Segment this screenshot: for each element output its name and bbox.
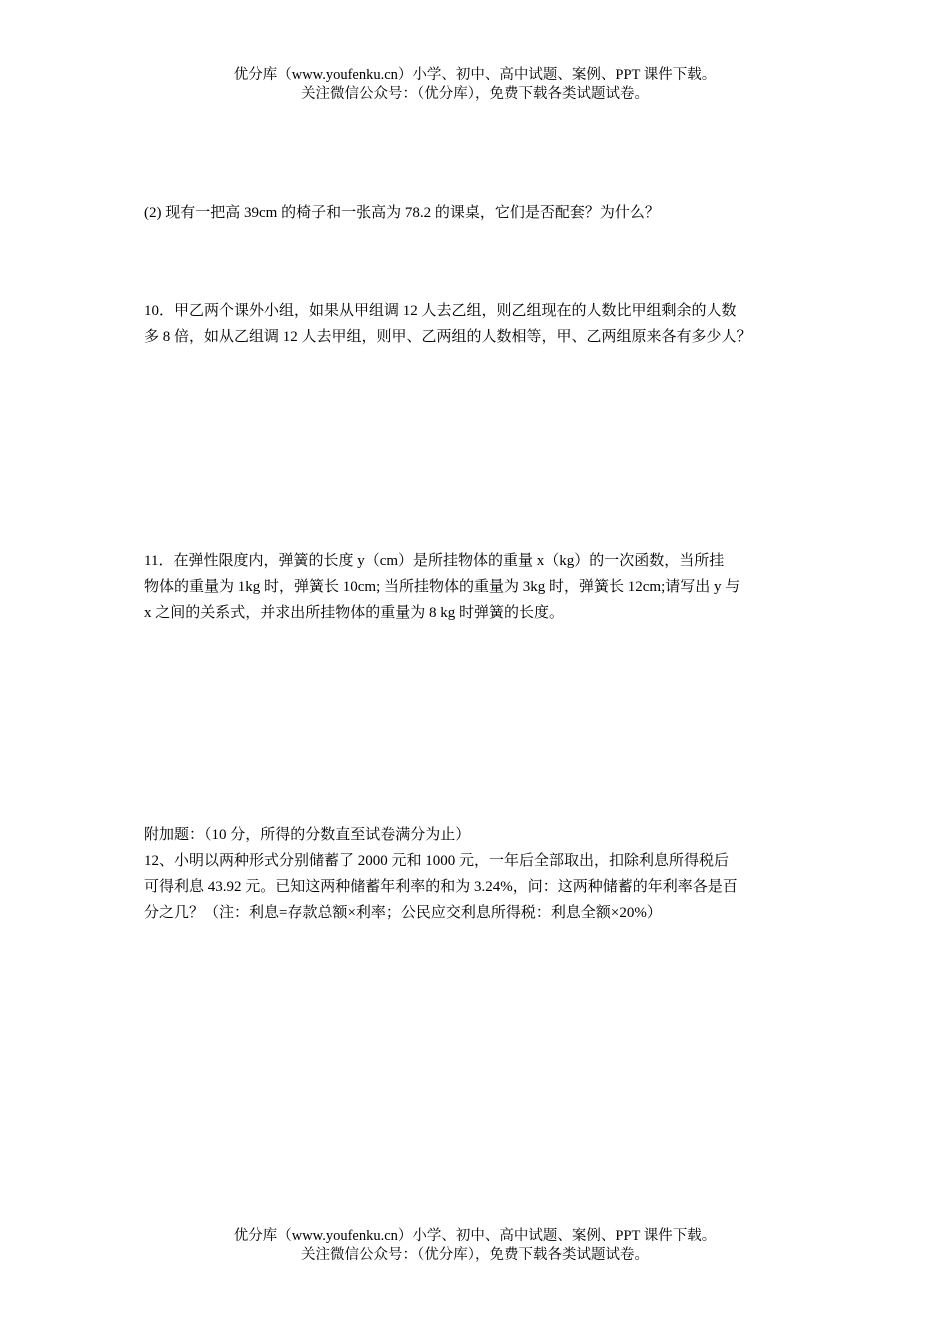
page-footer xyxy=(0,1227,950,1265)
header-line-1: 优分库（www.youfenku.cn）小学、初中、高中试题、案例、PPT 课件下载。 xyxy=(233,67,717,83)
question-text-line: 11．在弹性限度内，弹簧的长度 y（cm）是所挂物体的重量 x（kg）的一次函数，当所挂 xyxy=(144,553,725,569)
question-11 xyxy=(144,548,812,626)
question-text-line: x 之间的关系式，并求出所挂物体的重量为 8 kg 时弹簧的长度。 xyxy=(144,605,565,621)
question-text-line: (2) 现有一把高 39cm 的椅子和一张高为 78.2 的课桌，它们是否配套？为什么？ xyxy=(144,205,660,221)
question-text-line: 分之几？（注：利息=存款总额×利率；公民应交利息所得税：利息全额×20%） xyxy=(144,905,662,921)
question-text-line: 可得利息 43.92 元。已知这两种储蓄年利率的和为 3.24%，问：这两种储蓄的年利率各是百 xyxy=(144,879,738,895)
header-line-2: 关注微信公众号：（优分库），免费下载各类试题试卷。 xyxy=(301,86,649,102)
question-text-line: 多 8 倍，如从乙组调 12 人去甲组，则甲、乙两组的人数相等，甲、乙两组原来各有多少人？ xyxy=(144,329,752,345)
footer-line-1: 优分库（www.youfenku.cn）小学、初中、高中试题、案例、PPT 课件下载。 xyxy=(233,1228,717,1244)
question-text-line: 10．甲乙两个课外小组，如果从甲组调 12 人去乙组，则乙组现在的人数比甲组剩余的人数 xyxy=(144,303,737,319)
footer-line-2: 关注微信公众号：（优分库），免费下载各类试题试卷。 xyxy=(301,1247,649,1263)
question-text-line: 12、小明以两种形式分别储蓄了 2000 元和 1000 元，一年后全部取出，扣除利息所得税后 xyxy=(144,853,730,869)
bonus-title: 附加题：（10 分，所得的分数直至试卷满分为止） xyxy=(144,827,471,843)
question-9-part-2 xyxy=(144,200,812,226)
page-header xyxy=(0,66,950,104)
question-10 xyxy=(144,298,812,350)
bonus-question-12 xyxy=(144,822,812,926)
question-text-line: 物体的重量为 1kg 时，弹簧长 10cm; 当所挂物体的重量为 3kg 时，弹簧长 12cm;请写出 y 与 xyxy=(144,579,741,595)
